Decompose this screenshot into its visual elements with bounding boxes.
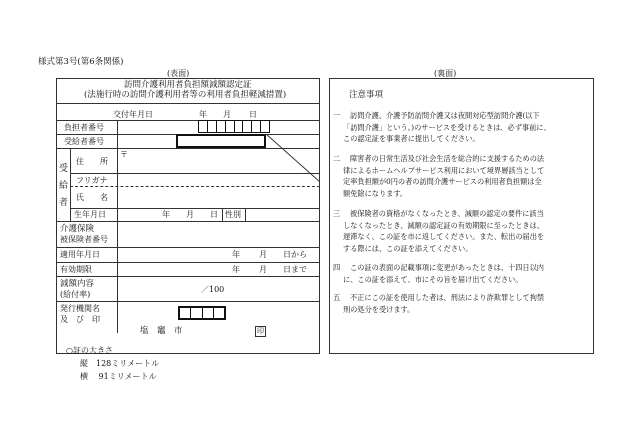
issuer-city: 塩 竈 市 <box>140 326 183 336</box>
reduction-label-1: 減額内容 <box>60 279 95 289</box>
note-line: する際には、この証を添えてください。 <box>343 243 473 253</box>
issue-date-label: 交付年月日 <box>113 110 153 119</box>
size-note-width: 横 91ミリメートル <box>80 372 157 381</box>
front-subtitle: (法施行時の訪問介護利用者等の利用者負担軽減措置) <box>84 90 287 100</box>
name-label: 氏 名 <box>76 193 108 202</box>
valid-until-suffix: 日まで <box>283 265 307 274</box>
birth-month: 月 <box>186 210 194 219</box>
note-line: 遅滞なく、この証を市に返してください。また、転出の届出を <box>343 232 545 241</box>
note-line: この認定証を事業者に提出してください。 <box>343 134 480 143</box>
birth-year: 年 <box>162 210 170 219</box>
issue-date-day: 日 <box>249 110 257 119</box>
front-title: 訪問介護利用者負担額減額認定証 <box>124 80 252 90</box>
sex-label: 性別 <box>225 210 241 219</box>
recipient-label-1: 受 <box>59 164 69 174</box>
start-date-year: 年 <box>232 250 240 259</box>
issuer-label-1: 発行機関名 <box>60 304 100 313</box>
insured-label-2: 被保険者番号 <box>60 235 108 244</box>
notes-title: 注意事項 <box>349 90 384 100</box>
title-divider <box>56 103 320 104</box>
note-line: しなくなったとき、減額の認定証の有効期限に至ったときは、 <box>343 220 544 230</box>
issue-date-month: 月 <box>223 110 231 119</box>
recipient-number-label: 受給者番号 <box>64 137 104 146</box>
note-number: 五 <box>333 293 341 302</box>
start-date-suffix: 日から <box>283 250 307 259</box>
birth-day: 日 <box>210 210 218 219</box>
issuer-label-2: 及 び 印 <box>60 315 100 324</box>
note-number: 四 <box>333 263 341 272</box>
furigana-label: フリガナ <box>76 176 108 185</box>
note-number: 三 <box>333 209 341 218</box>
front-side-label: (表面) <box>167 69 190 78</box>
start-date-month: 月 <box>259 250 267 259</box>
issuer-code-cells <box>178 306 226 320</box>
note-line: この証の表面の記載事項に変更があったときは、十四日以内 <box>350 263 544 272</box>
note-number: 一 <box>333 111 341 120</box>
note-line: 被保険者の資格がなくなったとき、減額の認定の要件に該当 <box>350 209 544 218</box>
note-line: に、この証を添えて、市にその旨を届け出てください。 <box>343 274 523 284</box>
recipient-label-2: 給 <box>59 181 69 191</box>
note-line: 訪問介護、介護予防訪問介護又は夜間対応型訪問介護(以下 <box>350 111 540 120</box>
reduction-value: ／100 <box>201 285 225 294</box>
recipient-number-box <box>176 134 266 148</box>
back-side-label: (裏面) <box>434 69 457 78</box>
note-line: 定率負担額が0円の者の訪問介護サービスの利用者負担額は全 <box>343 177 542 186</box>
form-number: 様式第3号(第6条関係) <box>38 57 124 67</box>
valid-until-year: 年 <box>232 265 240 274</box>
diagonal-line <box>266 134 320 182</box>
row-divider <box>56 120 320 121</box>
note-number: 二 <box>333 154 341 163</box>
note-line: 障害者の日常生活及び社会生活を総合的に支援するための法 <box>350 154 545 163</box>
insured-label-1: 介護保険 <box>60 224 95 234</box>
issue-date-year: 年 <box>199 110 207 119</box>
postal-mark: 〒 <box>120 150 128 159</box>
note-line: 不正にこの証を使用した者は、刑法により詐欺罪として拘禁 <box>350 293 545 302</box>
start-date-label: 適用年月日 <box>60 250 100 259</box>
size-note-height: 縦 128ミリメートル <box>80 359 160 368</box>
note-line: 額免除になります。 <box>343 188 408 198</box>
recipient-label-3: 者 <box>59 198 69 208</box>
birth-date-label: 生年月日 <box>74 210 106 219</box>
burden-number-cells <box>198 120 270 133</box>
reduction-label-2: (給付率) <box>60 290 91 299</box>
burden-number-label: 負担者番号 <box>64 123 104 132</box>
note-line: 刑の処分を受けます。 <box>343 304 415 314</box>
seal-mark: 印 <box>257 327 264 335</box>
note-line: 「訪問介護」という。)のサービスを受けるときは、必ず事前に、 <box>343 122 551 132</box>
size-note-title: ○証の大きさ <box>66 346 113 355</box>
valid-until-label: 有効期限 <box>60 265 92 274</box>
valid-until-month: 月 <box>259 265 267 274</box>
note-line: 律によるホームヘルプサービス利用において境界層該当として <box>343 165 545 175</box>
address-label: 住 所 <box>76 157 108 166</box>
